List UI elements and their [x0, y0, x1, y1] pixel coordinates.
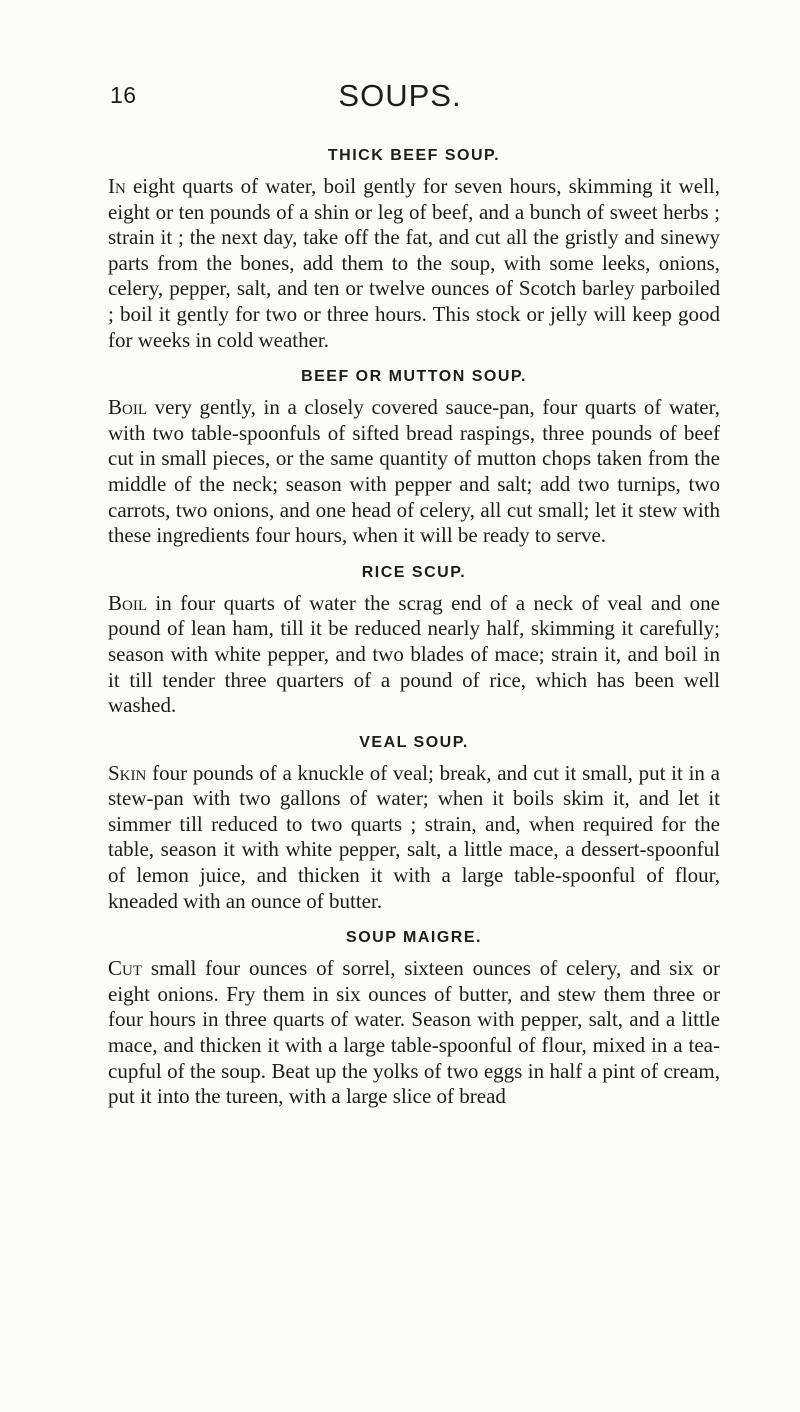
recipe-lead-word: Cut — [108, 956, 143, 981]
recipe-text: four pounds of a knuckle of veal; break, and cut it small, put it in a stew-pan with two gallons of water; when it boils skim it, and let it simmer till reduced to two quarts ; strain, and, when required for the table, season it with white pepper, salt, a little mace, a dessert-spoonful of lemon juice, and thicken it with a large table-spoonful of flour, kneaded with an ounce of butter. — [108, 760, 720, 913]
recipe-beef-or-mutton-soup — [108, 366, 720, 549]
recipe-body — [108, 395, 720, 549]
recipe-title: SOUP MAIGRE. — [346, 929, 482, 947]
recipe-title: VEAL SOUP. — [359, 733, 469, 751]
recipe-title: BEEF OR MUTTON SOUP. — [301, 368, 527, 386]
recipe-soup-maigre — [108, 927, 720, 1110]
recipe-lead-word: In — [108, 174, 126, 198]
recipe-body — [108, 174, 720, 353]
recipe-text: eight quarts of water, boil gently for seven hours, skimming it well, eight or ten pounds of a shin or leg of beef, and a bunch of sweet herbs ; strain it ; the next day, take off the fat, and cut all the gristly and sinewy parts from the bones, add them to the soup, with some leeks, onions, celery, pepper, salt, and ten or twelve ounces of Scotch barley parboiled ; boil it gently for two or three hours. This stock or jelly will keep good for weeks in cold weather. — [108, 174, 720, 352]
recipe-rice-soup — [108, 562, 720, 719]
recipe-body — [108, 956, 720, 1110]
page-number: 16 — [110, 82, 137, 108]
recipe-text: in four quarts of water the scrag end of a neck of veal and one pound of lean ham, till it be reduced nearly half, skimming it carefully; season with white pepper, and two blades of mace; strain it, and boil in it till tender three quarters of a pound of rice, which has been well washed. — [108, 590, 720, 718]
recipe-lead-word: Skin — [108, 760, 147, 785]
recipe-text: small four ounces of sorrel, sixteen ounces of celery, and six or eight onions. Fry them in six ounces of butter, and stew them three or four hours in three quarts of water. Season with pepper, salt, and a little mace, and thicken it with a large table-spoonful of flour, mixed in a tea-cupful of the soup. Beat up the yolks of two eggs in half a pint of cream, put it into the tureen, with a large slice of bread — [108, 956, 720, 1109]
recipe-text: very gently, in a closely covered sauce-pan, four quarts of water, with two table-spoonfuls of sifted bread raspings, three pounds of beef cut in small pieces, or the same quantity of mutton chops taken from the middle of the neck; season with pepper and salt; add two turnips, two carrots, two onions, and one head of celery, all cut small; let it stew with these ingredients four hours, when it will be ready to serve. — [108, 395, 720, 548]
running-head — [0, 78, 800, 118]
recipe-veal-soup — [108, 732, 720, 915]
recipe-title: RICE SCUP. — [361, 563, 467, 581]
recipe-title: THICK BEEF SOUP. — [327, 147, 501, 164]
recipe-lead-word: Boil — [108, 395, 147, 420]
recipe-body — [108, 591, 720, 719]
recipe-body — [108, 761, 720, 915]
page-content — [108, 145, 720, 1123]
recipe-lead-word: Boil — [108, 590, 147, 615]
running-title: SOUPS. — [338, 78, 462, 113]
recipe-thick-beef-soup — [108, 145, 720, 353]
